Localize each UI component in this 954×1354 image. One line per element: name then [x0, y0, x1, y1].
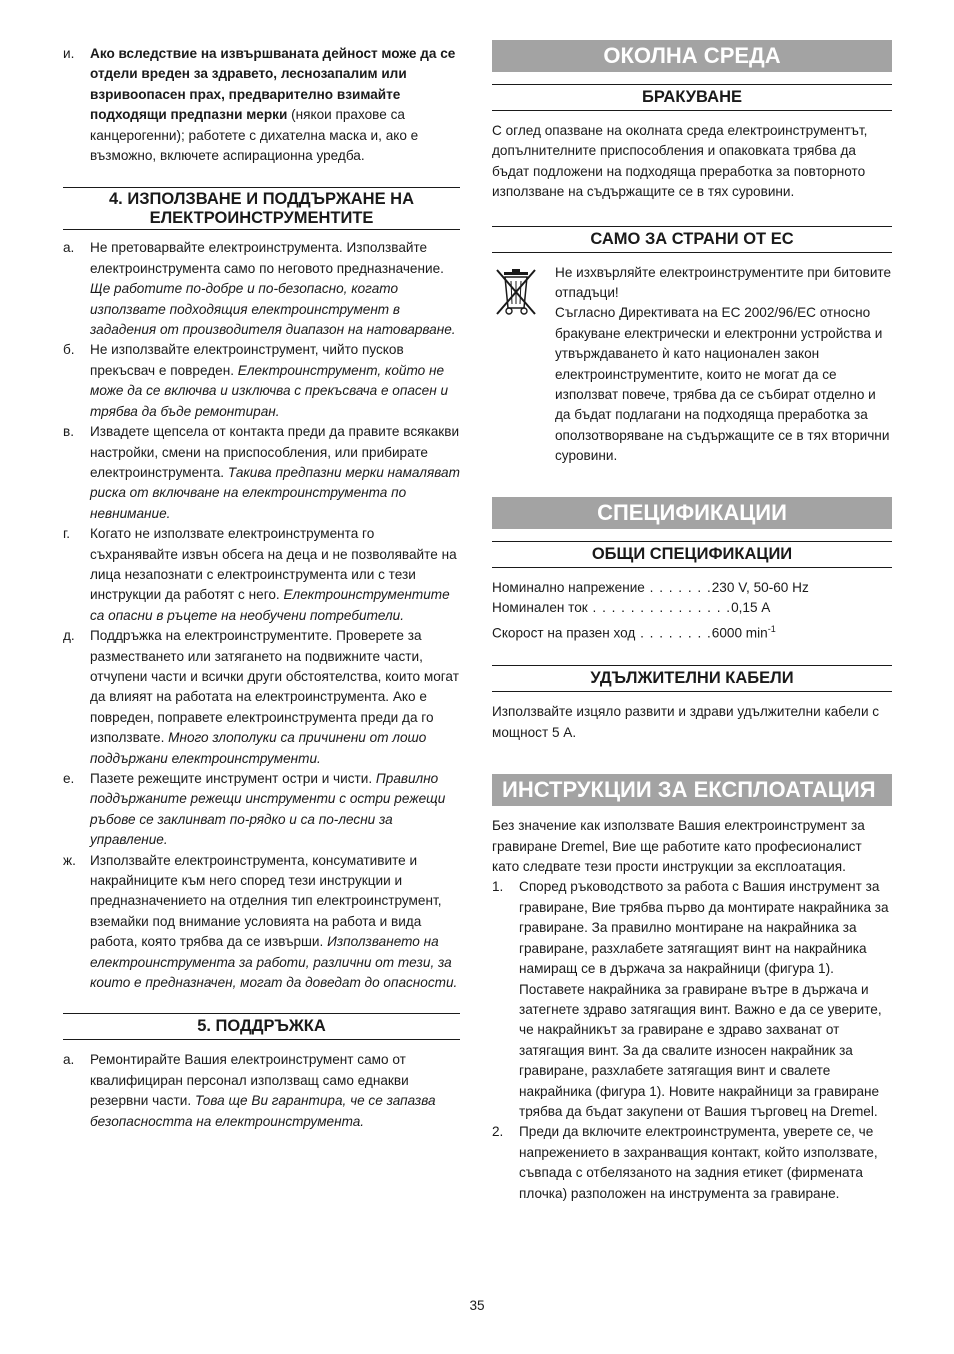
spec-unit-superscript: -1 [767, 623, 776, 634]
item-label: б. [63, 342, 75, 358]
cables-title: УДЪЛЖИТЕЛНИ КАБЕЛИ [590, 669, 794, 688]
instruction-item [492, 1122, 892, 1204]
instructions-banner: ИНСТРУКЦИИ ЗА ЕКСПЛОАТАЦИЯ [492, 774, 892, 806]
item-italic-text: Електроинструмент, който не може да се включва и изключва с прекъсвача е опасен и трябва да бъде ремонтиран. [90, 362, 449, 419]
item-text: Когато не използвате електроинструмента го съхранявайте извън обсега на деца и не позволявайте на лица незапознати с електроинструмента или с тези инструкции да работят с него. [90, 526, 457, 603]
list-item [63, 626, 460, 769]
list-item [63, 422, 460, 524]
item-label: 2. [492, 1124, 504, 1140]
disposal-text: С оглед опазване на околната среда електроинструментът, допълнителните приспособления и опаковката трябва да бъдат подложени на подходяща преработка за повторното използване на съдържащите се в тях суровини. [492, 123, 868, 200]
environment-banner: ОКОЛНА СРЕДА [492, 40, 892, 72]
spec-value: 0,15 A [731, 600, 771, 616]
item-text: Извадете щепсела от контакта преди да правите всякакви настройки, смени на приспособления, или прибирате електроинструмента. [90, 424, 460, 480]
right-column [492, 0, 892, 1204]
list-item [63, 524, 460, 626]
section-4-list [63, 238, 460, 993]
spec-row [492, 598, 892, 618]
spec-value: 6000 min [711, 625, 768, 641]
list-item [63, 238, 460, 340]
item-label: е. [63, 771, 75, 786]
item-text: Ремонтирайте Вашия електроинструмент само от квалифициран персонал използващ само еднакви резервни части. [90, 1052, 409, 1109]
spec-value: 230 V, 50-60 Hz [711, 579, 809, 595]
item-label: и. [63, 46, 75, 61]
eu-text-warning: Не изхвърляйте електроинструментите при битовите отпадъци! [555, 264, 892, 301]
page-number: 35 [469, 1298, 485, 1313]
item-text: Според ръководството за работа с Вашия инструмент за гравиране, Вие трябва първо да монтирате накрайника за гравиране. За правилно монтиране на накрайника за гравиране, разхлабете затягащият винт на накрайника намиращ се в държача за накрайници (фигура 1). Поставете накрайника за гравиране вътре в държача и затегнете здраво затягащия винт. Важно е да се уверите, че накрайникът за гравиране е здраво захванат от затягащия винт. За да свалите износен накрайник за гравиране, разхлабете затягащия винт и свалете накрайника (фигура 1). Новите накрайници за гравиране трябва да бъдат закупени от Вашия търговец на Dremel. [519, 879, 889, 1119]
specs-banner: СПЕЦИФИКАЦИИ [492, 497, 892, 529]
spec-dots: . . . . . . . . [635, 625, 712, 641]
disposal-heading [492, 84, 892, 111]
item-label: а. [63, 240, 75, 256]
item-italic-text: Ще работите по-добре и по-безопасно, когато използвате подходящия електроинструмент в зададения от производителя диапазон на натоварване. [90, 281, 456, 338]
item-italic-text: Електроинструментите са опасни в ръцете на необучени потребители. [90, 587, 450, 623]
item-label: а. [63, 1052, 75, 1068]
instruction-item [492, 877, 892, 1122]
spec-row [492, 619, 892, 644]
general-specs-title: ОБЩИ СПЕЦИФИКАЦИИ [591, 544, 793, 563]
item-italic-text: Такива предпазни мерки намаляват риска от включване на електроинструмента по невнимание. [90, 464, 460, 521]
item-italic-text: Това ще Ви гарантира, че се запазва безопасността на електроинструмента. [90, 1093, 436, 1129]
item-text: Не използвайте електроинструмент, чийто пусков прекъсвач е повреден. [90, 342, 404, 378]
item-text: Пазете режещите инструмент остри и чисти. [90, 771, 376, 786]
left-column [63, 0, 460, 1132]
section-4-title-line1: 4. ИЗПОЛЗВАНЕ И ПОДДЪРЖАНЕ НА [109, 190, 414, 209]
weee-block [492, 263, 892, 467]
cables-text: Използвайте изцяло развити и здрави удължителни кабели с мощност 5 A. [492, 704, 880, 740]
general-specs-heading [492, 541, 892, 568]
section-4-title-line2: ЕЛЕКТРОИНСТРУМЕНТИТЕ [149, 209, 374, 228]
item-text: Преди да включите електроинструмента, уверете се, че напрежението в захранващия контакт, който използвате, съвпада с отбелязаното на задния етикет (фирмената плочка) разположен на инструмента за гравиране. [519, 1124, 878, 1201]
eu-text-directive: Съгласно Директивата на ЕС 2002/96/ЕС относно бракуване електрически и електронни устройства и утвърждаването ѝ като национален закон електроинструментите, които не могат да се използват повече, трябва да се събират отделно и да бъдат подлагани на подходяща преработка за оползотворяване на съдържащите се в тях вторични суровини. [555, 305, 890, 464]
list-item [63, 851, 460, 994]
item-italic-text: Използването на електроинструмента за работи, различни от тези, за които е предназначен, могат да доведат до опасности. [90, 934, 458, 991]
item-label: в. [63, 424, 74, 440]
item-label: г. [63, 526, 71, 542]
spec-label: Номинално напрежение [492, 579, 645, 595]
item-text: (някои прахове са канцерогенни); работете с дихателна маска и, ако е възможно, включете аспирационна уредба. [90, 107, 419, 164]
section-5-title: 5. ПОДДРЪЖКА [197, 1017, 326, 1036]
list-item-i [63, 44, 460, 166]
spec-dots: . . . . . . . . . . . . . . . [587, 600, 732, 616]
section-4-heading [63, 187, 460, 230]
spec-dots: . . . . . . . [644, 579, 712, 595]
item-italic-text: Правилно поддържаните режещи инструменти с остри режещи ръбове се заклинват по-рядко и са по-лесни за управление. [90, 771, 446, 848]
item-label: ж. [63, 852, 76, 868]
spec-label: Скорост на празен ход [492, 625, 636, 641]
spec-label: Номинален ток [492, 600, 588, 616]
instructions-intro: Без значение как използвате Вашия електроинструмент за гравиране Dremel, Вие ще работите като професионалист като следвате тези прости инструкции за експлоатация. [492, 818, 865, 875]
item-text: Не претоварвайте електроинструмента. Използвайте електроинструмента само по неговото предназначение. [90, 240, 444, 276]
spec-table [492, 578, 892, 644]
item-italic-text: Много злополуки са причинени от лошо поддържани електроинструменти. [90, 730, 427, 766]
item-text: Поддръжка на електроинструментите. Проверете за разместването или затягането на подвижните части, отчупени части и всички други обстоятелства, които могат да влияят на работата на електроинструмента. Ако е повреден, поправете електроинструмента преди да го използвате. [90, 628, 459, 746]
list-item [63, 1050, 460, 1132]
crossed-out-wheelie-bin-icon [492, 263, 544, 467]
disposal-title: БРАКУВАНЕ [641, 88, 742, 106]
cables-heading [492, 665, 892, 692]
item-text: Използвайте електроинструмента, консумативите и накрайниците към него според тези инструкции и предназначението на отделния тип електроинструмент, вземайки под внимание условията на работа и вида работа, която трябва да се извърши. [90, 852, 442, 950]
item-label: д. [63, 628, 75, 644]
item-label: 1. [492, 879, 504, 895]
item-bold-text: Ако вследствие на извършваната дейност може да се отдели вреден за здравето, леснозапалим или взривоопасен прах, предварително взимайте подходящи предпазни мерки [90, 46, 456, 123]
list-item [63, 340, 460, 422]
eu-heading [492, 226, 892, 253]
spec-row [492, 578, 892, 598]
section-5-heading [63, 1013, 460, 1040]
eu-title: САМО ЗА СТРАНИ ОТ ЕС [590, 229, 794, 248]
list-item [63, 769, 460, 851]
